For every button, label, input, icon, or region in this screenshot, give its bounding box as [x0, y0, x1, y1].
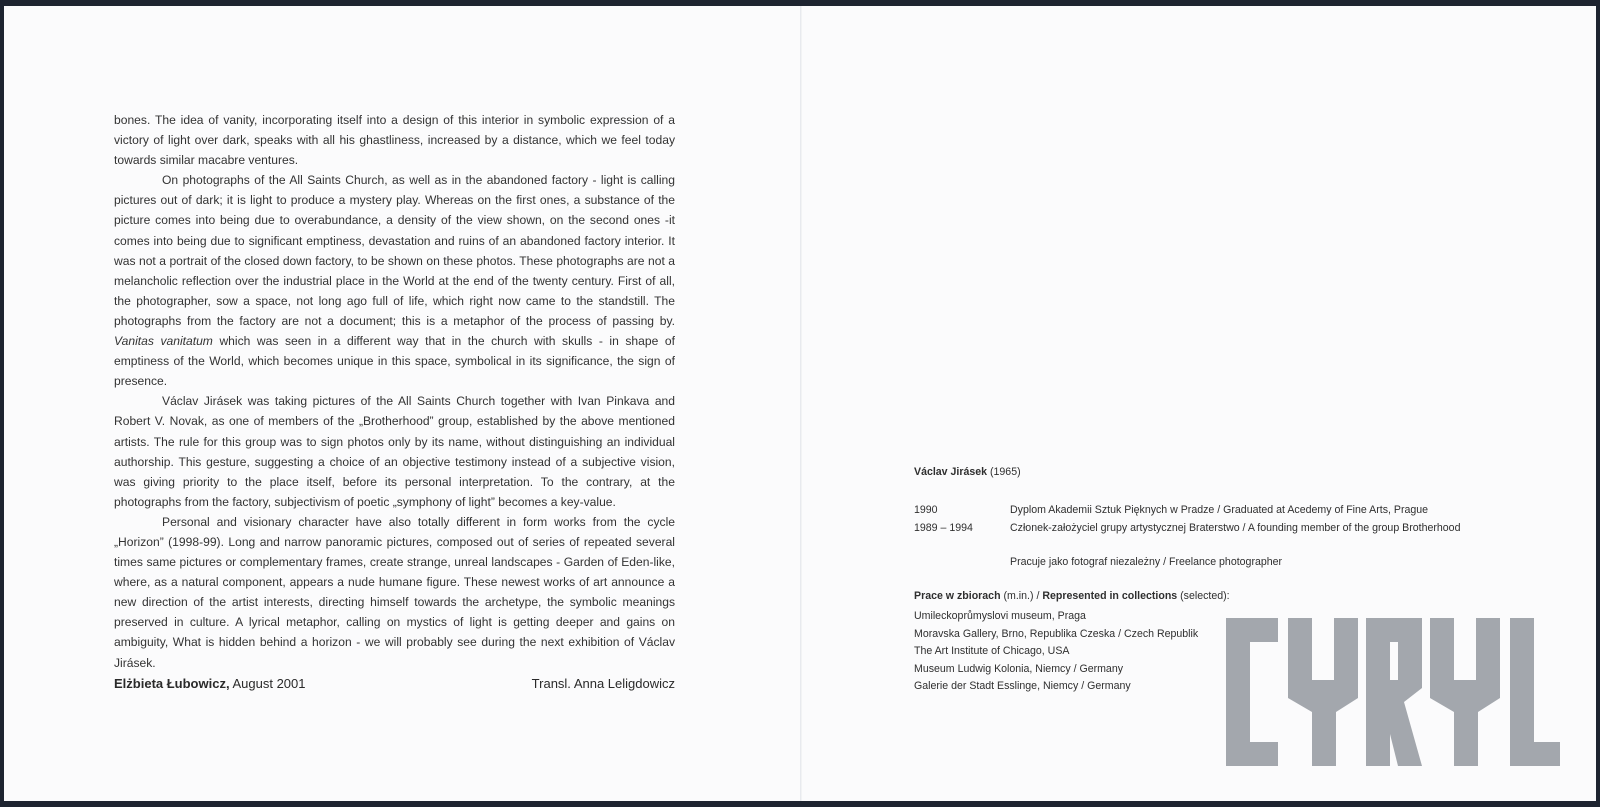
essay-date: August 2001: [232, 676, 306, 691]
essay-text: [114, 110, 675, 673]
author-name: Elżbieta Łubowicz,: [114, 676, 230, 691]
artist-name: Václav Jirásek: [914, 466, 988, 478]
collection-item: Museum Ludwig Kolonia, Niemcy / Germany: [914, 662, 1124, 675]
collections-heading-en: Represented in collections: [1042, 590, 1178, 602]
bio-entry-text: Członek-założyciel grupy artystycznej Braterstwo / A founding member of the group Brotherhood: [1010, 522, 1461, 534]
collections-note-en: (selected):: [1180, 590, 1230, 602]
artist-heading: [914, 466, 1021, 478]
collections-heading: [914, 590, 1230, 602]
collection-item: Moravska Gallery, Brno, Republika Czeska / Czech Republik: [914, 627, 1199, 640]
bio-entry-text: Dyplom Akademii Sztuk Pięknych w Pradze / Graduated at Acedemy of Fine Arts, Prague: [1010, 504, 1429, 516]
collections-note-pl: (m.in.) /: [1003, 590, 1040, 602]
collections-list: [914, 608, 1198, 696]
essay-paragraph-2: [114, 170, 675, 391]
essay-paragraph-3: Václav Jirásek was taking pictures of the All Saints Church together with Ivan Pinkava and Robert V. Novak, as one of members of the „Brotherhood” group, established by the above mentioned artists. The rule for this group was to sign photos only by its name, without distinguishing an individual authorship. This gesture, suggesting a choice of an objective testimony instead of a subjective vision, was giving priority to the place itself, before its personal interpretation. To the contrary, at the photographs from the factory, subjectivism of poetic „symphony of light” becomes a key-value.: [114, 394, 675, 509]
bio-entry-text: Pracuje jako fotograf niezależny / Freelance photographer: [1010, 556, 1283, 568]
essay-paragraph-1: bones. The idea of vanity, incorporating itself into a design of this interior in symbolic expression of a victory of light over dark, speaks with all his ghastliness, increased by a distance, which we feel today towards similar macabre ventures.: [114, 113, 675, 168]
translator-credit: Transl. Anna Leligdowicz: [531, 676, 675, 691]
essay-paragraph-2-end: which was seen in a different way that in the church with skulls - in shape of emptiness of the World, which becomes unique in this space, symbolical in its significance, the sign of presence.: [114, 334, 675, 389]
artist-birth-year: (1965): [990, 466, 1021, 478]
essay-latin-phrase: Vanitas vanitatum: [114, 334, 213, 349]
cyryl-logo: [1226, 618, 1560, 766]
bio-entry-year: 1989 – 1994: [914, 522, 973, 534]
essay-paragraph-4: Personal and visionary character have also totally different in form works from the cycle „Horizon” (1998-99). Long and narrow panoramic pictures, composed out of series of repeated several times same pictures or complementary frames, create strange, unreal landscapes - Garden of Eden-like, where, as a natural component, appears a nude humane figure. These newest works of art announce a new direction of the artist interests, directing himself towards the archetype, the symbolic meanings preserved in culture. A lyrical metaphor, calling on mystics of light is getting deeper and gains on ambiguity, What is hidden behind a horizon - we will probably see during the next exhibition of Václav Jirásek.: [114, 514, 675, 670]
cyryl-logo-mark: [1226, 618, 1560, 766]
author-line: [114, 676, 306, 691]
collection-item: The Art Institute of Chicago, USA: [914, 645, 1070, 657]
collection-item: Galerie der Stadt Esslinge, Niemcy / Germany: [914, 680, 1131, 692]
essay-paragraph-2-start: On photographs of the All Saints Church, as well as in the abandoned factory - light is calling pictures out of dark; it is light to produce a mystery play. Whereas on the first ones, a substance of the picture comes into being due to overabundance, a density of the view shown, on the second ones -it comes into being due to significant emptiness, devastation and ruins of an abandoned factory interior. It was not a portrait of the closed down factory, to be shown on these photos. These photographs are not a melancholic reflection over the industrial place in the World at the end of the twenty century. First of all, the photographer, sow a space, not long ago full of life, which right now came to the standstill. The photographs from the factory are not a document; this is a metaphor of the process of passing by.: [114, 173, 675, 328]
collection-item: Umileckoprůmyslovi museum, Praga: [914, 610, 1086, 622]
collections-heading-pl: Prace w zbiorach: [914, 590, 1001, 602]
bio-entry-year: 1990: [914, 504, 938, 516]
